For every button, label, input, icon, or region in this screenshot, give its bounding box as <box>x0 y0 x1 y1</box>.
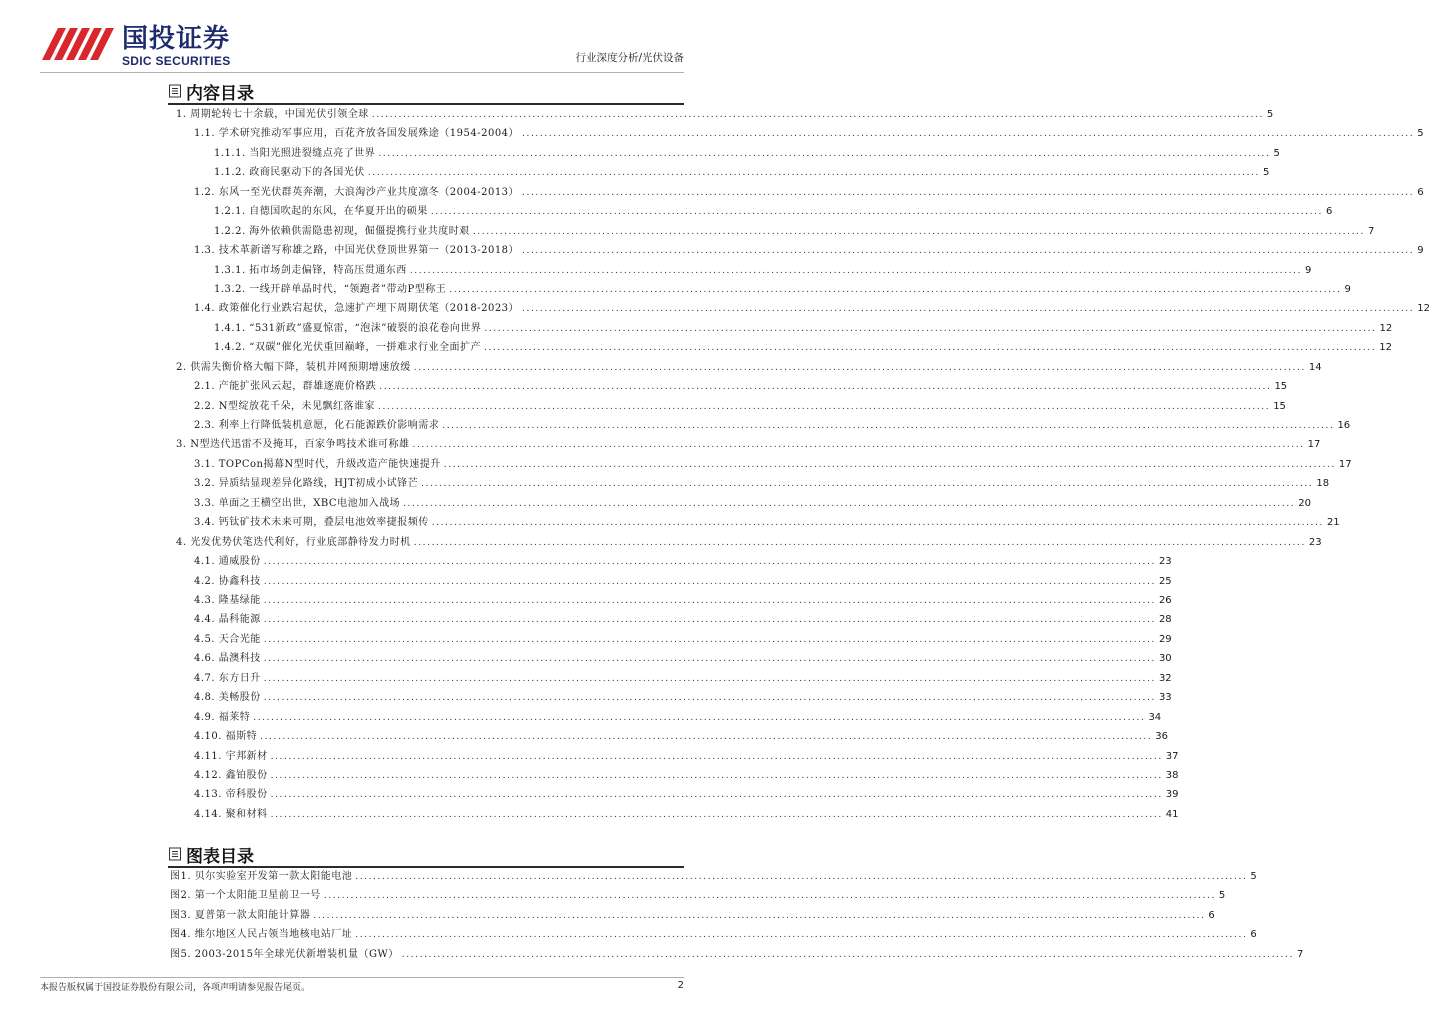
toc-entry-page: 17 <box>1307 439 1321 451</box>
figure-entry-title: 图1. 贝尔实验室开发第一款太阳能电池 <box>170 871 353 882</box>
dot-leader: ........................................................................................................................................................................................................ <box>263 693 1156 704</box>
toc-entry-title: 4.6. 晶澳科技 <box>194 653 261 665</box>
dot-leader: ........................................................................................................................................................................................................ <box>313 910 1206 921</box>
toc-entry-page: 23 <box>1158 556 1172 568</box>
figure-entry-page: 5 <box>1250 871 1257 882</box>
dot-leader: ........................................................................................................................................................................................................ <box>263 596 1156 606</box>
figures-heading <box>168 843 254 865</box>
toc-entry-title: 4.10. 福斯特 <box>194 731 258 743</box>
toc-entry-title: 4.5. 天合光能 <box>194 633 261 645</box>
toc-entry-page: 21 <box>1326 517 1340 529</box>
toc-entry-title: 1.3. 技术革新谱写称雄之路，中国光伏登顶世界第一（2013-2018） <box>194 245 520 257</box>
toc-entry-title: 4.2. 协鑫科技 <box>194 575 261 587</box>
toc-entry-title: 4.13. 帝科股份 <box>194 789 268 801</box>
toc-entry-page: 32 <box>1158 672 1172 684</box>
dot-leader: ........................................................................................................................................................................................................ <box>378 148 1271 159</box>
toc-entry-page: 6 <box>1325 206 1333 218</box>
toc-entry[interactable] <box>194 573 1172 589</box>
toc-entry[interactable] <box>194 631 1172 647</box>
dot-leader: ........................................................................................................................................................................................................ <box>371 110 1264 120</box>
toc-entry-page: 5 <box>1273 147 1280 159</box>
toc-entry-page: 5 <box>1262 167 1270 179</box>
toc-entry-page: 34 <box>1148 711 1162 723</box>
dot-leader: ........................................................................................................................................................................................................ <box>431 518 1324 529</box>
toc-entry-page: 6 <box>1417 186 1424 198</box>
toc-entry-title: 1.1. 学术研究推动军事应用，百花齐放各国发展殊途（1954-2004） <box>194 128 520 140</box>
toc-entry[interactable] <box>194 786 1179 802</box>
toc-entry-page: 36 <box>1155 731 1169 743</box>
toc-entry-page: 28 <box>1158 614 1172 626</box>
toc-entry[interactable] <box>194 611 1172 627</box>
toc-entry[interactable] <box>194 456 1352 472</box>
toc-entry[interactable] <box>194 475 1330 491</box>
document-icon <box>168 84 182 98</box>
dot-leader: ........................................................................................................................................................................................................ <box>263 557 1156 568</box>
contents-title: 内容目录 <box>186 83 254 104</box>
figure-entry-page: 7 <box>1296 948 1304 960</box>
dot-leader: ........................................................................................................................................................................................................ <box>270 770 1163 781</box>
page-number: 2 <box>677 980 684 991</box>
toc-entry-title: 3. N型迭代迅雷不及掩耳，百家争鸣技术谁可称雄 <box>176 439 410 451</box>
toc-entry-page: 20 <box>1298 497 1311 509</box>
toc-entry[interactable] <box>194 553 1172 569</box>
toc-entry-title: 4. 光发优势伏笔迭代利好，行业底部静待发力时机 <box>176 536 411 548</box>
toc-entry[interactable] <box>194 495 1311 511</box>
toc-entry[interactable] <box>194 417 1351 433</box>
dot-leader: ........................................................................................................................................................................................................ <box>323 891 1216 902</box>
toc-entry-title: 4.11. 宇邦新材 <box>194 750 268 762</box>
toc-entry[interactable] <box>194 767 1179 783</box>
dot-leader: ........................................................................................................................................................................................................ <box>253 712 1146 723</box>
dot-leader: ........................................................................................................................................................................................................ <box>379 382 1272 393</box>
toc-entry[interactable] <box>194 242 1424 258</box>
toc-entry-page: 9 <box>1417 245 1424 257</box>
toc-entry-title: 4.1. 通威股份 <box>194 556 261 568</box>
toc-entry-page: 9 <box>1344 283 1351 295</box>
toc-entry[interactable] <box>214 339 1392 355</box>
footer-disclaimer: 本报告版权属于国投证券股份有限公司，各项声明请参见报告尾页。 <box>40 983 311 993</box>
toc-entry[interactable] <box>194 300 1430 316</box>
dot-leader: ........................................................................................................................................................................................................ <box>430 207 1323 218</box>
toc-entry-title: 3.3. 单面之王横空出世，XBC电池加入战场 <box>194 497 401 509</box>
toc-entry-title: 1.1.2. 政商民驱动下的各国光伏 <box>214 167 365 179</box>
toc-entry[interactable] <box>176 534 1322 550</box>
figure-entry-page: 6 <box>1208 909 1215 921</box>
figure-entry[interactable] <box>170 946 1304 962</box>
dot-leader: ........................................................................................................................................................................................................ <box>472 226 1365 237</box>
figure-entry-page: 6 <box>1250 929 1257 941</box>
toc-entry[interactable] <box>176 436 1321 452</box>
toc-entry-page: 26 <box>1158 595 1172 606</box>
dot-leader: ........................................................................................................................................................................................................ <box>449 284 1342 295</box>
toc-entry-page: 18 <box>1316 478 1330 490</box>
toc-entry[interactable] <box>194 689 1172 705</box>
dot-leader: ........................................................................................................................................................................................................ <box>263 634 1156 645</box>
dot-leader: ........................................................................................................................................................................................................ <box>413 362 1306 373</box>
toc-entry[interactable] <box>214 281 1351 297</box>
figure-entry-title: 图5. 2003-2015年全球光伏新增装机量（GW） <box>170 948 399 960</box>
dot-leader: ........................................................................................................................................................................................................ <box>270 751 1163 762</box>
toc-entry-title: 1.4. 政策催化行业跌宕起伏，急速扩产埋下周期伏笔（2018-2023） <box>194 303 520 315</box>
toc-entry[interactable] <box>194 514 1340 530</box>
toc-entry-title: 3.2. 异质结显现差异化路线，HJT初成小试锋芒 <box>194 478 419 490</box>
toc-entry-page: 16 <box>1337 420 1351 432</box>
toc-entry[interactable] <box>194 806 1179 822</box>
toc-entry-title: 4.4. 晶科能源 <box>194 614 261 626</box>
dot-leader: ........................................................................................................................................................................................................ <box>270 790 1163 801</box>
toc-entry[interactable] <box>214 203 1333 219</box>
dot-leader: ........................................................................................................................................................................................................ <box>421 479 1314 490</box>
report-type: 行业深度分析/光伏设备 <box>575 52 684 64</box>
toc-entry-title: 4.9. 福莱特 <box>194 711 251 723</box>
toc-entry-page: 39 <box>1165 789 1179 801</box>
dot-leader: ........................................................................................................................................................................................................ <box>484 323 1377 334</box>
toc-entry-title: 1.2.2. 海外依赖供需隐患初现，倔僵提携行业共度时艰 <box>214 225 470 237</box>
toc-entry-page: 15 <box>1273 400 1286 412</box>
toc-entry[interactable] <box>194 592 1172 608</box>
figure-entry-page: 5 <box>1218 890 1226 902</box>
toc-entry-title: 1.3.2. 一线开辟单晶时代，“领跑者”带动P型称王 <box>214 283 447 295</box>
toc-entry-page: 33 <box>1158 692 1172 704</box>
toc-entry-page: 12 <box>1379 322 1393 334</box>
dot-leader: ........................................................................................................................................................................................................ <box>442 421 1335 432</box>
contents-rule <box>168 103 684 105</box>
header-divider <box>40 72 684 73</box>
logo-chinese-name: 国投证券 <box>122 24 231 54</box>
toc-entry-title: 4.8. 美畅股份 <box>194 692 261 704</box>
dot-leader: ........................................................................................................................................................................................................ <box>355 872 1248 882</box>
dot-leader: ........................................................................................................................................................................................................ <box>522 304 1415 315</box>
figures-title: 图表目录 <box>186 846 254 867</box>
company-logo <box>40 22 240 68</box>
toc-entry-title: 4.7. 东方日升 <box>194 672 261 684</box>
figure-entry[interactable] <box>170 907 1215 923</box>
toc-entry-page: 25 <box>1158 575 1172 587</box>
toc-entry[interactable] <box>194 125 1424 141</box>
contents-heading <box>168 80 254 102</box>
dot-leader: ........................................................................................................................................................................................................ <box>443 459 1336 470</box>
toc-entry-title: 2. 供需失衡价格大幅下降，装机并网预期增速放缓 <box>176 361 411 373</box>
toc-entry[interactable] <box>194 709 1162 725</box>
toc-entry-title: 3.1. TOPCon揭幕N型时代，升级改造产能快速提升 <box>194 458 441 470</box>
dot-leader: ........................................................................................................................................................................................................ <box>260 732 1153 743</box>
toc-entry[interactable] <box>194 650 1172 666</box>
toc-entry-page: 9 <box>1304 264 1312 276</box>
toc-entry-page: 7 <box>1367 225 1375 237</box>
dot-leader: ........................................................................................................................................................................................................ <box>522 187 1415 198</box>
document-icon <box>168 847 182 861</box>
toc-entry-title: 2.2. N型绽放花千朵，未见飘红落谁家 <box>194 400 376 412</box>
dot-leader: ........................................................................................................................................................................................................ <box>522 129 1415 140</box>
toc-entry-title: 1.4.1. “531新政”盛夏惊雷，“泡沫”破裂的浪花卷向世界 <box>214 322 482 334</box>
toc-entry-page: 12 <box>1417 303 1430 315</box>
toc-entry-title: 1.2.1. 自德国吹起的东风，在华夏开出的硕果 <box>214 206 428 218</box>
toc-entry-page: 30 <box>1158 653 1172 665</box>
toc-entry-page: 14 <box>1308 361 1322 373</box>
dot-leader: ........................................................................................................................................................................................................ <box>270 809 1163 820</box>
toc-entry[interactable] <box>214 145 1280 161</box>
toc-entry[interactable] <box>194 184 1424 200</box>
dot-leader: ........................................................................................................................................................................................................ <box>401 949 1294 960</box>
dot-leader: ........................................................................................................................................................................................................ <box>263 654 1156 665</box>
dot-leader: ........................................................................................................................................................................................................ <box>367 168 1260 179</box>
dot-leader: ........................................................................................................................................................................................................ <box>263 576 1156 587</box>
figure-entry-title: 图2. 第一个太阳能卫星前卫一号 <box>170 890 321 902</box>
toc-entry[interactable] <box>194 748 1179 764</box>
toc-entry-page: 17 <box>1338 458 1352 470</box>
logo-mark-icon <box>40 26 116 62</box>
dot-leader: ........................................................................................................................................................................................................ <box>409 265 1302 276</box>
page-header <box>40 22 684 70</box>
figure-entry-title: 图3. 夏普第一款太阳能计算器 <box>170 909 311 921</box>
toc-entry-title: 2.3. 利率上行降低装机意愿，化石能源跌价影响需求 <box>194 420 440 432</box>
toc-entry-page: 5 <box>1266 109 1274 120</box>
figure-entry[interactable] <box>170 868 1257 884</box>
toc-entry[interactable] <box>214 164 1270 180</box>
toc-entry-page: 5 <box>1417 128 1424 140</box>
dot-leader: ........................................................................................................................................................................................................ <box>484 343 1377 354</box>
dot-leader: ........................................................................................................................................................................................................ <box>263 615 1156 626</box>
figure-entry-title: 图4. 维尔地区人民占领当地核电站厂址 <box>170 929 353 941</box>
toc-entry[interactable] <box>176 106 1274 122</box>
figure-entry[interactable] <box>170 926 1257 942</box>
toc-entry[interactable] <box>194 670 1172 686</box>
toc-entry-title: 1.2. 东风一至光伏群英奔潮，大浪淘沙产业共度凛冬（2004-2013） <box>194 186 520 198</box>
toc-entry-title: 4.12. 鑫铂股份 <box>194 769 268 781</box>
toc-entry-title: 3.4. 钙钛矿技术未来可期，叠层电池效率捷报频传 <box>194 517 429 529</box>
dot-leader: ........................................................................................................................................................................................................ <box>403 498 1296 509</box>
toc-entry[interactable] <box>214 320 1393 336</box>
toc-entry-page: 37 <box>1165 750 1179 762</box>
dot-leader: ........................................................................................................................................................................................................ <box>263 673 1156 684</box>
toc-entry-page: 23 <box>1308 536 1322 548</box>
toc-entry-title: 2.1. 产能扩张风云起，群雄逐鹿价格跌 <box>194 381 377 393</box>
toc-entry[interactable] <box>214 223 1375 239</box>
dot-leader: ........................................................................................................................................................................................................ <box>522 246 1415 257</box>
figure-entry[interactable] <box>170 887 1226 903</box>
toc-entry-title: 1. 周期轮转七十余载，中国光伏引领全球 <box>176 109 369 120</box>
toc-entry-page: 29 <box>1158 633 1172 645</box>
toc-entry-page: 41 <box>1165 808 1179 820</box>
dot-leader: ........................................................................................................................................................................................................ <box>413 537 1306 548</box>
toc-entry-title: 4.3. 隆基绿能 <box>194 595 261 606</box>
dot-leader: ........................................................................................................................................................................................................ <box>378 401 1271 412</box>
toc-entry[interactable] <box>194 398 1286 414</box>
toc-entry[interactable] <box>176 359 1322 375</box>
toc-entry-title: 1.3.1. 拓市场剑走偏锋，特高压贯通东西 <box>214 264 407 276</box>
toc-entry[interactable] <box>214 262 1312 278</box>
toc-entry[interactable] <box>194 378 1288 394</box>
toc-entry[interactable] <box>194 728 1169 744</box>
toc-entry-title: 1.4.2. “双碳”催化光伏重回巅峰，一拼难求行业全面扩产 <box>214 342 482 354</box>
toc-entry-title: 4.14. 聚和材料 <box>194 808 268 820</box>
toc-entry-page: 15 <box>1274 381 1288 393</box>
dot-leader: ........................................................................................................................................................................................................ <box>412 440 1305 451</box>
toc-entry-title: 1.1.1. 当阳光照进裂缝点亮了世界 <box>214 147 376 159</box>
dot-leader: ........................................................................................................................................................................................................ <box>355 930 1248 941</box>
footer-divider <box>40 977 684 978</box>
logo-english-name: SDIC SECURITIES <box>122 54 231 68</box>
toc-entry-page: 38 <box>1165 769 1179 781</box>
toc-entry-page: 12 <box>1379 342 1392 354</box>
